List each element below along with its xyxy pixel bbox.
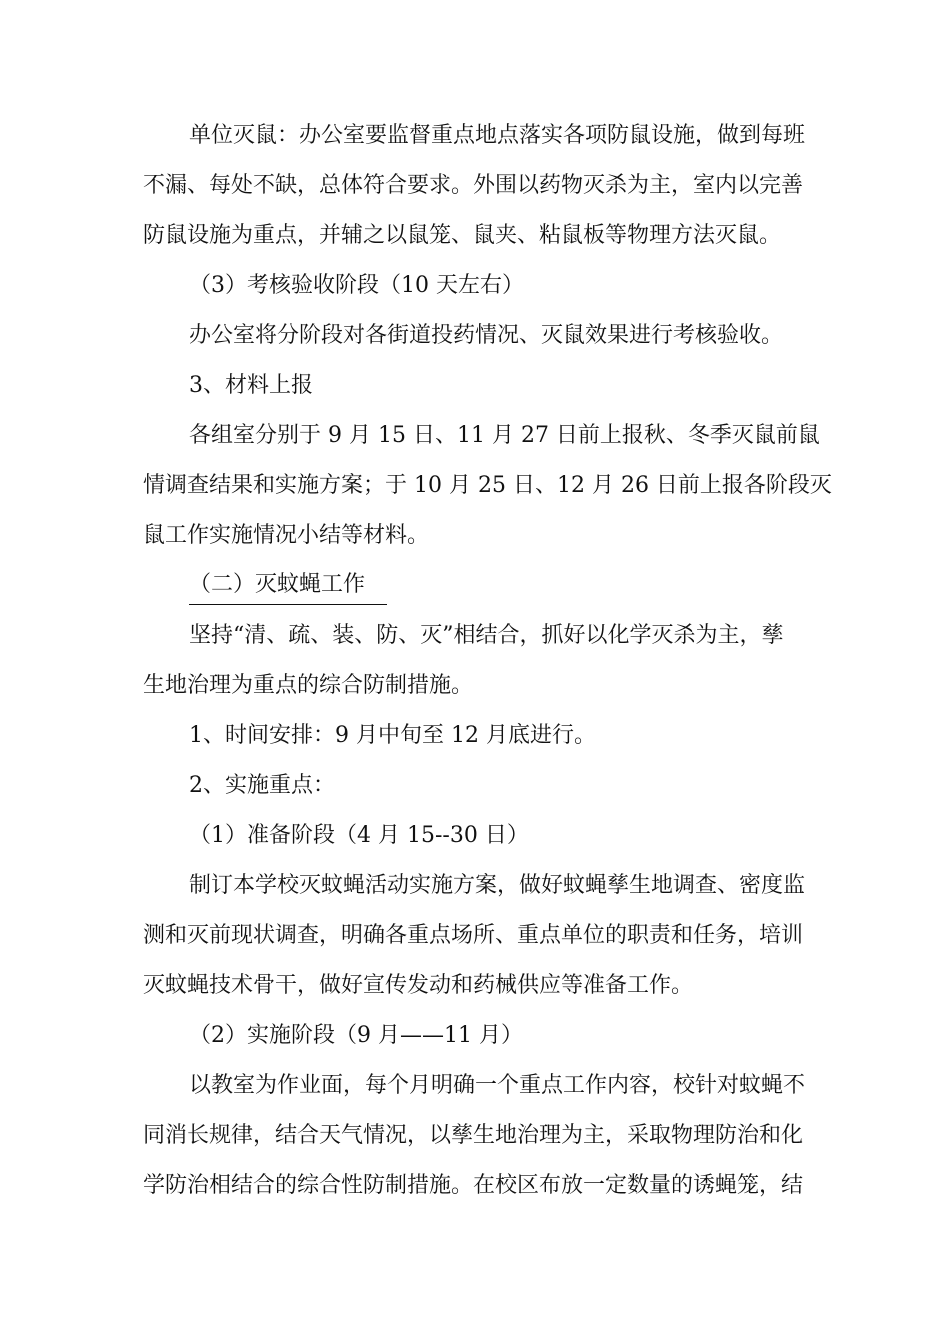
subheading-text: （3）考核验收阶段（10 天左右） bbox=[189, 273, 524, 298]
section-heading: （二）灭蚊蝇工作 bbox=[189, 570, 387, 605]
paragraph-line bbox=[0, 1121, 950, 1151]
subheading-text: （2）实施阶段（9 月——11 月） bbox=[189, 1023, 523, 1048]
paragraph-text: 单位灭鼠：办公室要监督重点地点落实各项防鼠设施，做到每班 bbox=[189, 123, 806, 148]
subheading-line bbox=[0, 821, 950, 851]
subheading-text: （1）准备阶段（4 月 15--30 日） bbox=[189, 823, 529, 848]
paragraph-text: 1、时间安排：9 月中旬至 12 月底进行。 bbox=[189, 723, 596, 748]
paragraph-line bbox=[0, 121, 950, 151]
subheading-line bbox=[0, 371, 950, 401]
paragraph-text: 情调查结果和实施方案；于 10 月 25 日、12 月 26 日前上报各阶段灭 bbox=[143, 473, 832, 498]
paragraph-text: 灭蚊蝇技术骨干，做好宣传发动和药械供应等准备工作。 bbox=[143, 973, 694, 998]
paragraph-line bbox=[0, 871, 950, 901]
paragraph-text: 鼠工作实施情况小结等材料。 bbox=[143, 523, 430, 548]
paragraph-line bbox=[0, 621, 950, 651]
paragraph-text: 同消长规律，结合天气情况，以孳生地治理为主，采取物理防治和化 bbox=[143, 1123, 804, 1148]
paragraph-text: 制订本学校灭蚊蝇活动实施方案，做好蚊蝇孳生地调查、密度监 bbox=[189, 873, 806, 898]
paragraph-text: 各组室分别于 9 月 15 日、11 月 27 日前上报秋、冬季灭鼠前鼠 bbox=[189, 423, 820, 448]
paragraph-line bbox=[0, 321, 950, 351]
paragraph-text: 生地治理为重点的综合防制措施。 bbox=[143, 673, 474, 698]
subheading-line bbox=[0, 1021, 950, 1051]
paragraph-line bbox=[0, 471, 950, 501]
paragraph-text: 坚持“清、疏、装、防、灭”相结合，抓好以化学灭杀为主，孳 bbox=[189, 623, 784, 648]
paragraph-line bbox=[0, 971, 950, 1001]
paragraph-text: 防鼠设施为重点，并辅之以鼠笼、鼠夹、粘鼠板等物理方法灭鼠。 bbox=[143, 223, 782, 248]
paragraph-line bbox=[0, 921, 950, 951]
paragraph-text: 学防治相结合的综合性防制措施。在校区布放一定数量的诱蝇笼，结 bbox=[143, 1173, 804, 1198]
paragraph-line bbox=[0, 771, 950, 801]
subheading-text: 3、材料上报 bbox=[189, 373, 313, 398]
paragraph-line bbox=[0, 221, 950, 251]
paragraph-text: 以教室为作业面，每个月明确一个重点工作内容，校针对蚊蝇不 bbox=[189, 1073, 806, 1098]
paragraph-text: 2、实施重点： bbox=[189, 773, 335, 798]
paragraph-text: 办公室将分阶段对各街道投药情况、灭鼠效果进行考核验收。 bbox=[189, 323, 784, 348]
paragraph-line bbox=[0, 721, 950, 751]
paragraph-text: 测和灭前现状调查，明确各重点场所、重点单位的职责和任务，培训 bbox=[143, 923, 804, 948]
section-heading-line bbox=[0, 570, 950, 600]
paragraph-line bbox=[0, 671, 950, 701]
subheading-line bbox=[0, 271, 950, 301]
paragraph-line bbox=[0, 1171, 950, 1201]
paragraph-line bbox=[0, 171, 950, 201]
paragraph-line bbox=[0, 521, 950, 551]
paragraph-text: 不漏、每处不缺，总体符合要求。外围以药物灭杀为主，室内以完善 bbox=[143, 173, 804, 198]
paragraph-line bbox=[0, 1071, 950, 1101]
paragraph-line bbox=[0, 421, 950, 451]
